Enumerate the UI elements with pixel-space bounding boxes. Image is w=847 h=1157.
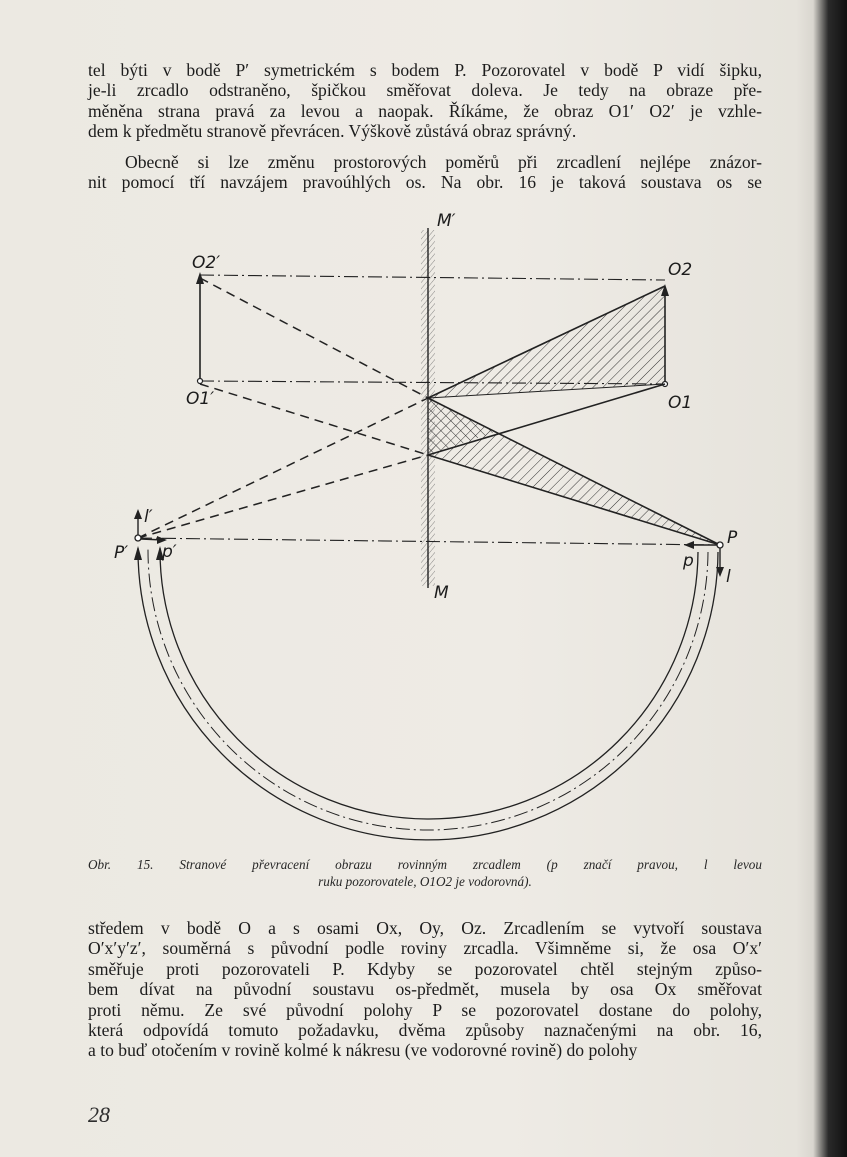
o1-image-point	[198, 379, 203, 384]
arc-arrow-outer	[134, 546, 142, 560]
text-line: měněna strana pravá za levou a naopak. Říkáme, že obraz O1′ O2′ je vzhle-	[88, 100, 762, 121]
text-line: dem k předmětu stranově převrácen. Výškově zůstává obraz správný.	[88, 121, 577, 142]
rotation-arc-inner	[160, 548, 698, 819]
text-line: bem dívat na původní soustavu os-předmět, musela by osa Ox směřovat	[88, 979, 762, 1000]
label-mirror-top: M′	[437, 211, 456, 231]
label-p: p	[683, 551, 694, 571]
text-line: směřuje proti pozorovateli P. Kdyby se pozorovatel chtěl stejným způso-	[88, 958, 762, 979]
virtual-ray-o1	[200, 384, 428, 455]
caption-line: Obr. 15. Stranové převracení obrazu rovinným zrcadlem (p značí pravou, l levou	[88, 857, 762, 872]
label-o1-image: O1′	[186, 389, 215, 409]
label-observer: P	[727, 528, 738, 548]
label-mirror-bottom: M	[434, 583, 449, 603]
text-line: a to buď otočením v rovině kolmé k nákresu (ve vodorovné rovině) do polohy	[88, 1040, 638, 1061]
ray-mirror-to-p-upper	[428, 398, 720, 545]
label-l: l	[726, 567, 731, 587]
virtual-ray-o2	[200, 278, 428, 398]
l-image-arrow-head	[134, 509, 142, 519]
observer-image-point	[135, 535, 141, 541]
label-l-image: l′	[144, 507, 153, 527]
text-line: která odpovídá tomuto požadavku, dvěma způsoby naznačenými na obr. 16,	[88, 1020, 762, 1041]
text-line: tel býti v bodě P′ symetrickém s bodem P. Pozorovatel v bodě P vidí šipku,	[88, 60, 762, 80]
text-line: středem v bodě O a s osami Ox, Oy, Oz. Zrcadlením se vytvoří soustava	[88, 918, 762, 938]
text-line: nit pomocí tří navzájem pravoúhlých os. Na obr. 16 je taková soustava os se	[88, 172, 762, 193]
caption-line: ruku pozorovatele, O1O2 je vodorovná).	[318, 874, 532, 889]
page-number: 28	[88, 1102, 110, 1127]
label-p-image: p′	[162, 542, 177, 562]
label-o2-image: O2′	[192, 253, 221, 273]
text-line: je-li zrcadlo odstraněno, špičkou směřovat doleva. Je tedy na obraze pře-	[88, 80, 762, 101]
observer-point	[717, 542, 723, 548]
figure-caption	[88, 856, 762, 890]
text-line: proti němu. Ze své původní polohy P se pozorovatel dostane do polohy,	[88, 999, 762, 1020]
rotation-arc-center	[148, 548, 708, 830]
virtual-ray-p-lower	[138, 455, 428, 538]
label-o1: O1	[668, 393, 693, 413]
p-arrow-head	[684, 541, 694, 549]
label-o2: O2	[668, 260, 693, 280]
paragraph-3	[88, 918, 762, 1061]
rotation-arc-outer	[138, 548, 718, 840]
label-observer-image: P′	[114, 543, 129, 563]
text-line: O′x′y′z′, souměrná s původní podle roviny zrcadla. Všimněme si, že osa O′x′	[88, 938, 762, 959]
text-line: Obecně si lze změnu prostorových poměrů při zrcadlení nejlépe znázor-	[125, 152, 762, 172]
ray-mirror-to-p-lower	[428, 455, 720, 545]
